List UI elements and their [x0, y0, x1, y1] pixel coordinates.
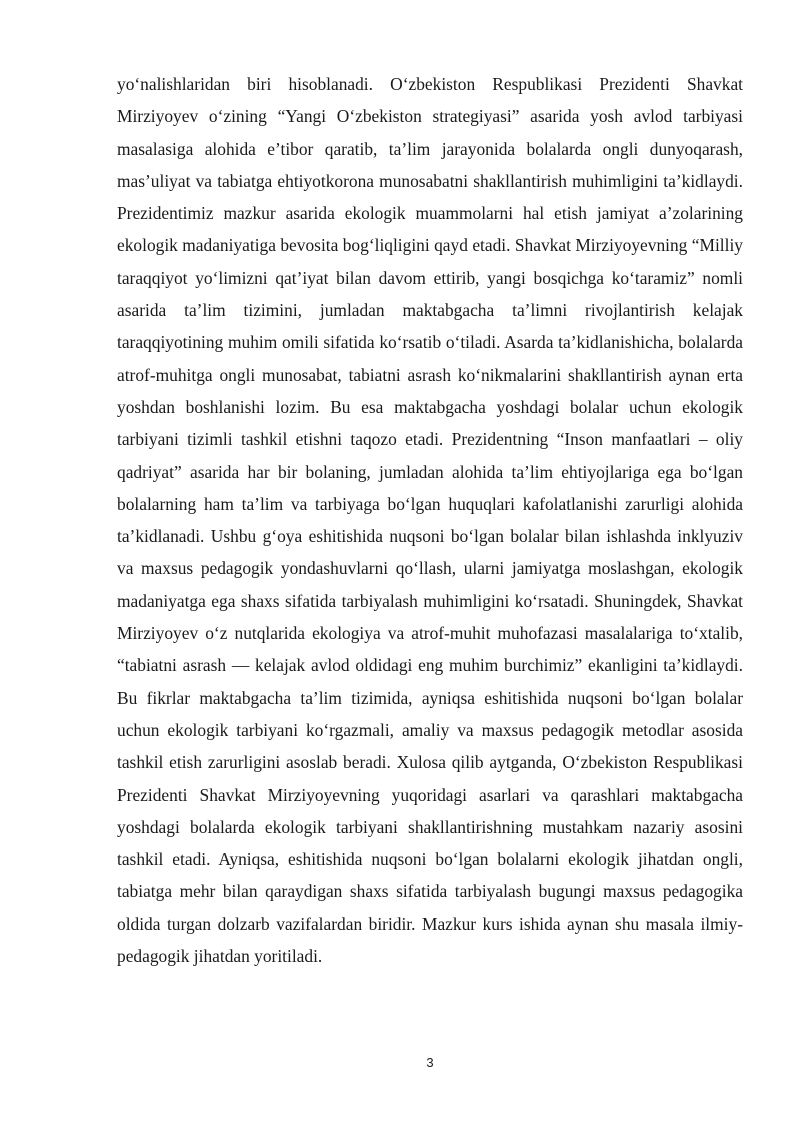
page-number: 3 — [426, 1055, 434, 1070]
body-paragraph: yo‘nalishlaridan biri hisoblanadi. O‘zbekiston Respublikasi Prezidenti Shavkat Mirziyoyev o‘zining “Yangi O‘zbekiston strategiyasi” asarida yosh avlod tarbiyasi masalasiga alohida e’tibor qaratib, ta’lim jarayonida bolalarda ongli dunyoqarash, mas’uliyat va tabiatga ehtiyotkorona munosabatni shakllantirish muhimligini ta’kidlaydi. Prezidentimiz mazkur asarida ekologik muammolarni hal etish jamiyat a’zolarining ekologik madaniyatiga bevosita bog‘liqligini qayd etadi. Shavkat Mirziyoyevning “Milliy taraqqiyot yo‘limizni qat’iyat bilan davom ettirib, yangi bosqichga ko‘taramiz” nomli asarida ta’lim tizimini, jumladan maktabgacha ta’limni rivojlantirish kelajak taraqqiyotining muhim omili sifatida ko‘rsatib o‘tiladi. Asarda ta’kidlanishicha, bolalarda atrof-muhitga ongli munosabat, tabiatni asrash ko‘nikmalarini shakllantirish aynan erta yoshdan boshlanishi lozim. Bu esa maktabgacha yoshdagi bolalar uchun ekologik tarbiyani tizimli tashkil etishni taqozo etadi. Prezidentning “Inson manfaatlari – oliy qadriyat” asarida har bir bolaning, jumladan alohida ta’lim ehtiyojlariga ega bo‘lgan bolalarning ham ta’lim va tarbiyaga bo‘lgan huquqlari kafolatlanishi zarurligi alohida ta’kidlanadi. Ushbu g‘oya eshitishida nuqsoni bo‘lgan bolalar bilan ishlashda inklyuziv va maxsus pedagogik yondashuvlarni qo‘llash, ularni jamiyatga moslashgan, ekologik madaniyatga ega shaxs sifatida tarbiyalash muhimligini ko‘rsatadi. Shuningdek, Shavkat Mirziyoyev o‘z nutqlarida ekologiya va atrof-muhit muhofazasi masalalariga to‘xtalib, “tabiatni asrash — kelajak avlod oldidagi eng muhim burchimiz” ekanligini ta’kidlaydi. Bu fikrlar maktabgacha ta’lim tizimida, ayniqsa eshitishida nuqsoni bo‘lgan bolalar uchun ekologik tarbiyani ko‘rgazmali, amaliy va maxsus pedagogik metodlar asosida tashkil etish zarurligini asoslab beradi. Xulosa qilib aytganda, O‘zbekiston Respublikasi Prezidenti Shavkat Mirziyoyevning yuqoridagi asarlari va qarashlari maktabgacha yoshdagi bolalarda ekologik tarbiyani shakllantirishning mustahkam nazariy asosini tashkil etadi. Ayniqsa, eshitishida nuqsoni bo‘lgan bolalarni ekologik jihatdan ongli, tabiatga mehr bilan qaraydigan shaxs sifatida tarbiyalash bugungi maxsus pedagogika oldida turgan dolzarb vazifalardan biridir. Mazkur kurs ishida aynan shu masala ilmiy-pedagogik jihatdan yoritiladi. — [117, 74, 743, 967]
